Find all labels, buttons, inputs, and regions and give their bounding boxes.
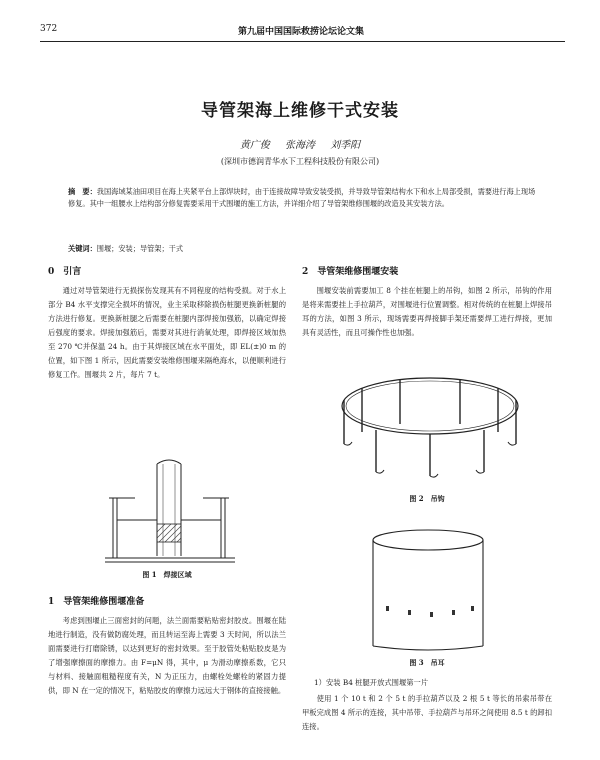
figure-2-drawing [330, 366, 530, 476]
section-1-text: 考虑到围堰止三面密封的问题，法兰面需要粘贴密封胶皮。围堰在陆地进行制造，没有做防腐处理，而且转运至海上需要 3 天时间，所以法兰面需要进行打磨除锈，以达到更好的密封效果。至于胶管处粘贴胶皮是为了增强摩擦面的摩擦力。由 F=μN 得，其中，μ 为滑动摩擦系数，它只与材料、接触面粗糙程度有关，N 为正压力，由螺栓处螺栓的紧固力提供，即 N 在一定的情况下，粘贴胶皮的摩擦力远远大于钢体的直接接触。 [48, 616, 286, 695]
author-3: 刘季阳 [330, 140, 361, 151]
section-2-title: 2 导管架维修围堰安装 [302, 267, 399, 277]
figure-1-drawing [95, 458, 245, 568]
figure-2-caption: 图 2 吊钩 [409, 494, 445, 503]
abstract [68, 186, 540, 210]
abstract-label: 摘 要： [68, 187, 97, 196]
step-1-heading: 1）安装 B4 桩腿开放式围堰第一片 [314, 678, 429, 687]
author-2: 张海涛 [285, 140, 315, 151]
author-1: 黄广俊 [239, 140, 270, 151]
author-list [0, 136, 600, 151]
section-0-title: 0 引言 [48, 267, 82, 277]
page-number: 372 [40, 24, 58, 34]
figure-3-caption: 图 3 吊耳 [409, 658, 445, 667]
keywords [68, 244, 540, 254]
section-1-title: 1 导管架维修围堰准备 [48, 597, 145, 607]
journal-header: 第九届中国国际救捞论坛论文集 [238, 27, 365, 37]
header-rule [40, 41, 565, 42]
section-0-text: 通过对导管架进行无损探伤发现其有不同程度的结构受损。对于水上部分 B4 水平支撑完全损坏的情况，业主采取移除损伤桩腿更换新桩腿的方法进行修复。更换新桩腿之后需要在桩腿内部焊接加强筋，以确定焊接后强度的要求。焊接加强筋后，需要对其进行消氧处理，即焊接区域加热至 270 ℃并保温 24 h。由于其焊接区域在水平面处，即 EL(±)0 m 的位置，如下图 1 所示，因此需要安装维修围堰来隔绝海水，以便顺利进行修复工作。围堰共 2 片，每片 7 t。 [48, 286, 286, 379]
section-2-text: 围堰安装前需要加工 8 个挂在桩腿上的吊钩，如图 2 所示，吊钩的作用是将来需要挂上手拉葫芦，对围堰进行位置调整。相对传统的在桩腿上焊接吊耳的方法，如图 3 所示，现场需要再焊接脚手架还需要焊工进行焊接，更加具有灵活性，而且可操作性也加强。 [302, 286, 552, 337]
step-1-text: 使用 1 个 10 t 和 2 个 5 t 的手拉葫芦以及 2 根 5 t 等长的吊索吊带在甲板完成图 4 所示的连接，其中吊带、手拉葫芦与吊环之间使用 8.5 t 的卸扣连接。 [302, 694, 552, 731]
keywords-label: 关键词： [68, 244, 97, 253]
figure-1-caption: 图 1 焊接区域 [142, 570, 192, 579]
article-title: 导管架海上维修干式安装 [201, 101, 399, 121]
abstract-text: 我国海域某油田项目在海上夹紧平台上部焊块时，由于连接故障导致安装受损，并导致导管架结构水下和水上局部受损，需要进行海上现场修复。其中一组腰水上结构部分修复需要采用干式围堰的施工方法，并详细介绍了导管架维修围堰的改造及其安装方法。 [68, 187, 536, 209]
affiliation: (深圳市德润青华水下工程科技股份有限公司) [220, 157, 380, 166]
figure-3-drawing [368, 528, 488, 652]
keywords-text: 围堰；安装；导管架；干式 [96, 244, 184, 253]
